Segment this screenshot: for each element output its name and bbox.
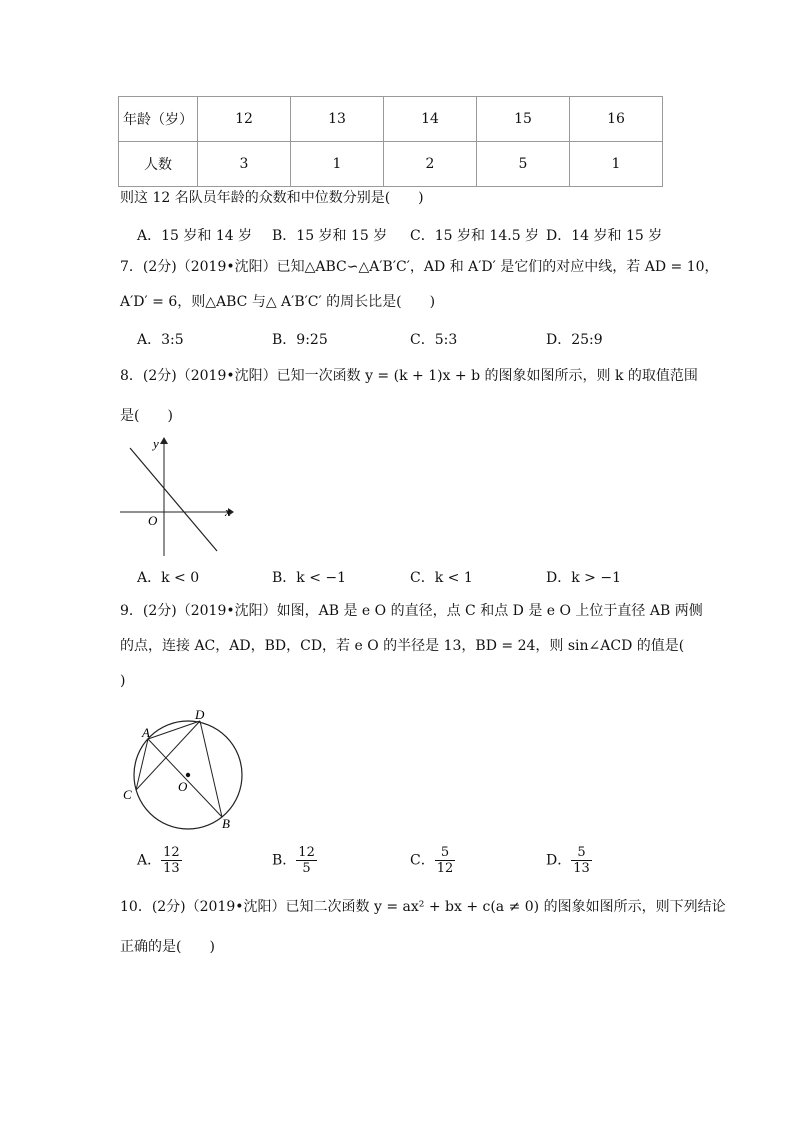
option-letter: B． — [272, 852, 297, 869]
q9-circle-figure — [116, 702, 256, 836]
denominator: 13 — [163, 861, 180, 876]
q9-stem-line1: 9．(2分)（2019•沈阳）如图，AB 是 e O 的直径，点 C 和点 D 是 e O 上位于直径 AB 两侧 — [120, 603, 703, 619]
q8-stem-line1: 8．(2分)（2019•沈阳）已知一次函数 y = (k + 1)x + b 的图象如图所示，则 k 的取值范围 — [120, 368, 698, 384]
table-header-cell: 年龄（岁） — [119, 97, 198, 142]
option-letter: D． — [546, 852, 572, 869]
q6-option-b[interactable]: B．15 岁和 15 岁 — [272, 228, 388, 244]
table-cell: 2 — [384, 142, 477, 187]
option-letter: A． — [137, 852, 162, 869]
y-axis-arrow-icon — [160, 437, 168, 444]
q9-stem-line3: ) — [120, 673, 126, 689]
y-axis-label: y — [153, 436, 159, 451]
table-cell: 14 — [384, 97, 477, 142]
label-o: O — [178, 779, 188, 794]
q7-stem-line1: 7．(2分)（2019•沈阳）已知△ABC∽△A′B′C′，AD 和 A′D′ 是它们的对应中线，若 AD = 10， — [120, 259, 719, 275]
table-header-cell: 人数 — [119, 142, 198, 187]
numerator: 5 — [571, 845, 592, 861]
option-letter: C． — [410, 852, 435, 869]
q7-stem-line2: A′D′ = 6，则△ABC 与△ A′B′C′ 的周长比是( ) — [120, 294, 436, 310]
q6-option-a[interactable]: A．15 岁和 14 岁 — [137, 228, 253, 244]
q7-option-b[interactable]: B．9:25 — [272, 332, 328, 348]
q8-option-b[interactable]: B．k < −1 — [272, 570, 347, 586]
q10-stem-line1: 10．(2分)（2019•沈阳）已知二次函数 y = ax² + bx + c(a ≠ 0) 的图象如图所示，则下列结论 — [120, 899, 726, 915]
q9-option-d[interactable] — [546, 845, 592, 876]
x-axis-label: x — [225, 504, 231, 519]
origin-label: O — [148, 513, 158, 528]
q7-option-d[interactable]: D．25:9 — [546, 332, 603, 348]
q6-stem: 则这 12 名队员年龄的众数和中位数分别是( ) — [120, 190, 424, 206]
numerator: 5 — [435, 845, 456, 861]
denominator: 5 — [302, 861, 311, 876]
table-row — [119, 97, 663, 142]
fraction — [296, 845, 317, 876]
center-point — [186, 773, 190, 777]
age-frequency-table — [118, 96, 663, 187]
numerator: 12 — [163, 845, 180, 860]
q9-option-b[interactable] — [272, 845, 317, 876]
fraction — [435, 845, 456, 876]
label-d: D — [195, 707, 205, 722]
q8-option-c[interactable]: C．k < 1 — [410, 570, 473, 586]
table-cell: 1 — [570, 142, 663, 187]
label-b: B — [222, 816, 230, 831]
table-cell: 13 — [291, 97, 384, 142]
table-cell: 12 — [198, 97, 291, 142]
q9-option-a[interactable] — [137, 845, 182, 876]
q6-option-c[interactable]: C．15 岁和 14.5 岁 — [410, 228, 540, 244]
q7-option-a[interactable]: A．3:5 — [137, 332, 184, 348]
table-cell: 5 — [477, 142, 570, 187]
table-row — [119, 142, 663, 187]
function-line — [130, 448, 217, 551]
q8-option-d[interactable]: D．k > −1 — [546, 570, 621, 586]
diameter-ab — [148, 739, 222, 817]
denominator: 13 — [573, 861, 590, 876]
q8-option-a[interactable]: A．k < 0 — [137, 570, 200, 586]
q8-stem-line2: 是( ) — [120, 408, 173, 424]
table-cell: 3 — [198, 142, 291, 187]
table-cell: 1 — [291, 142, 384, 187]
fraction — [161, 845, 182, 876]
fraction — [571, 845, 592, 876]
label-a: A — [142, 725, 150, 740]
q9-option-c[interactable] — [410, 845, 455, 876]
q10-stem-line2: 正确的是( ) — [120, 939, 215, 955]
label-c: C — [123, 787, 132, 802]
q6-option-d[interactable]: D．14 岁和 15 岁 — [546, 228, 663, 244]
numerator: 12 — [298, 845, 315, 860]
table-cell: 15 — [477, 97, 570, 142]
q7-option-c[interactable]: C．5:3 — [410, 332, 458, 348]
q9-stem-line2: 的点，连接 AC，AD，BD，CD，若 e O 的半径是 13，BD = 24，则 sin∠ACD 的值是( — [120, 638, 685, 654]
table-cell: 16 — [570, 97, 663, 142]
q8-linear-function-graph — [116, 432, 246, 566]
denominator: 12 — [436, 861, 454, 876]
segment-bd — [200, 721, 222, 817]
